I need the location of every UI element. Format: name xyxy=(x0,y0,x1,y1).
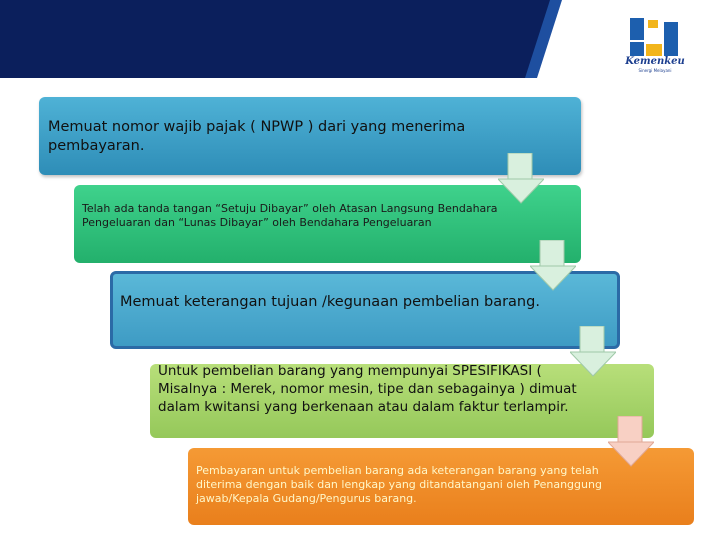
down-arrow-2-icon xyxy=(530,240,576,292)
step-3-text: Memuat keterangan tujuan /kegunaan pembelian barang. xyxy=(120,294,540,310)
logo-brand-text: Kemenkeu xyxy=(625,56,685,67)
down-arrow-1-icon xyxy=(498,153,544,205)
step-4-text: Untuk pembelian barang yang mempunyai SPESIFIKASI ( Misalnya : Merek, nomor mesin, tipe dan sebagainya ) dimuat dalam kwitansi yang berkenaan atau dalam faktur terlampir. xyxy=(158,363,577,415)
down-arrow-4-icon xyxy=(608,416,654,468)
step-2-text: Telah ada tanda tangan “Setuju Dibayar” oleh Atasan Langsung Bendahara Pengeluaran dan “Lunas Dibayar” oleh Bendahara Pengeluaran xyxy=(82,202,498,229)
down-arrow-3-icon xyxy=(570,326,616,378)
logo-tagline-text: Sinergi Melayani xyxy=(638,68,672,73)
step-1-text: Memuat nomor wajib pajak ( NPWP ) dari yang menerima pembayaran. xyxy=(48,119,466,154)
header-banner xyxy=(0,0,720,78)
header-stripes xyxy=(0,0,720,78)
step-5-text: Pembayaran untuk pembelian barang ada keterangan barang yang telah diterima dengan baik dan lengkap yang ditandatangani oleh Penanggung jawab/Kepala Gudang/Pengurus barang. xyxy=(196,464,602,505)
